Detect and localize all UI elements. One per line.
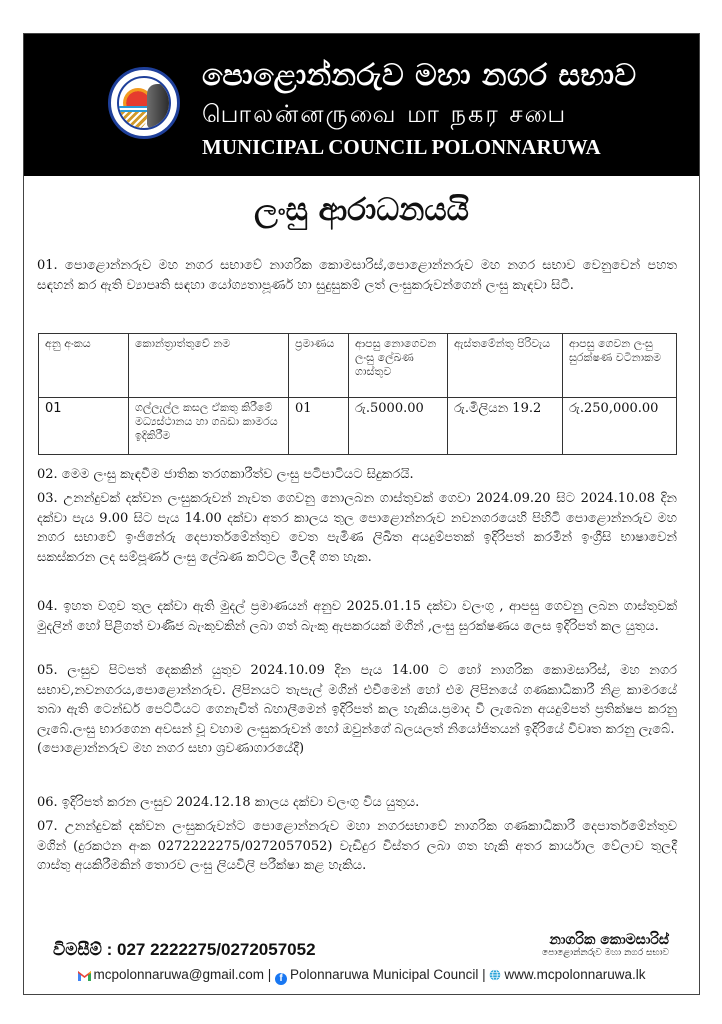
paragraph-05-venue-note: (පොළොන්නරුව මහ නගර සභා ශ්‍රවණාගාරයේදී) <box>37 741 305 756</box>
paragraph-05 <box>37 661 677 759</box>
cell-bid-doc-fee: රු.5000.00 <box>349 398 448 455</box>
cell-bid-security: රු.250,000.00 <box>563 398 677 455</box>
gmail-icon <box>78 970 91 981</box>
signature-block <box>542 932 669 958</box>
header-banner <box>24 34 699 176</box>
paragraph-06: 06. ඉදිරිපත් කරන ලංසුව 2024.12.18 කාලය දක්වා වලංගු විය යුතුය. <box>37 795 420 810</box>
col-bid-security: ආපසු ගෙවන ලංසු සුරක්ෂණ වටිනාකම <box>563 334 677 398</box>
tender-notice-page <box>23 33 700 995</box>
tender-table <box>38 333 677 455</box>
wheat-icon <box>121 112 147 130</box>
table-header-row <box>39 334 677 398</box>
paragraph-01: 01. පොළොන්නරුව මහ නගර සභාවේ නාගරික කොමසාරිස්,පොළොන්නරුව මහ නගර සභාව වෙනුවෙන් පහත සඳහන් කර ඇති ව්‍යාපෘති සඳහා යෝග්‍යතාපූර්ණ හා සුදුසුකම් ලත් ලංසුකරුවන්ගෙන් ලංසු කැඳවා සිටී. <box>37 258 677 293</box>
website-link[interactable]: www.mcpolonnaruwa.lk <box>504 967 646 982</box>
paragraph-04: 04. ඉහත වගුව තුල දක්වා ඇති මුදල් ප්‍රමාණයන් අනුව 2025.01.15 දක්වා වලංගු , ආපසු ගෙවනු ලබන ගාස්තුවක් මුදලින් හෝ පිළිගත් වාණිජ බැංකුවකින් ලබා ගත් බැංකු ඇපකරයක් මගින් ,ලංසු සුරක්ෂණය ලෙස ඉදිරිපත් කල යුතුය. <box>37 599 677 634</box>
col-contract-name: කොන්ත්‍රාත්තුවේ නම <box>129 334 289 398</box>
facebook-icon: f <box>275 973 287 985</box>
facebook-link[interactable]: Polonnaruwa Municipal Council <box>290 967 479 982</box>
signatory-title: නාගරික කොමසාරිස් <box>549 932 669 948</box>
separator: | <box>478 967 490 982</box>
paragraph-05-text: 05. ලංසුව පිටපත් දෙකකින් යුතුව 2024.10.09 දින පැය 14.00 ට හෝ නාගරික කොමසාරිස්, මහ නගර සභාව,නවනගරය,පොළොන්නරුව. ලිපිනයට තැපැල් මගින් එවීමෙන් හෝ එම ලිපිනයේ ගණකාධිකාරී නිළ කාමරයේ තබා ඇති ටෙන්ඩර් පෙට්ටියට ගෙනැවිත් බහාලීමෙන් ඉදිරිපත් කල හැකිය.ප්‍රමාද වී ලැබෙන අයදුම්පත් ප්‍රතික්ෂප කරනු ලැබේ.ලංසු භාරගෙන අවසන් වූ වහාම ලංසුකරුවන් හෝ ඔවුන්ගේ බලයලත් නියෝජිතයන් ඉදිරියේ විවෘත කරනු ලැබේ. <box>37 663 677 737</box>
footer-contacts <box>24 967 699 985</box>
table-row <box>39 398 677 455</box>
council-name-english: MUNICIPAL COUNCIL POLONNARUWA <box>202 135 601 159</box>
inquiry-phone: විමසීම් : 027 2222275/0272057052 <box>53 940 316 959</box>
col-quantity: ප්‍රමාණය <box>289 334 349 398</box>
paragraph-02: 02. මෙම ලංසු කැඳවීම ජාතික තරගකාරීත්ව ලංසු පටිපාටියට සිදුකරයි. <box>37 467 414 482</box>
signatory-org: පොළොන්නරුව මහා නගර සභාව <box>541 948 669 958</box>
notice-heading: ලංසු ආරාධනයයි <box>254 192 469 228</box>
paragraph-07: 07. උනන්දුවක් දක්වන ලංසුකරුවන්ට පොළොන්නරුව මහා නගරසභාවේ නාගරික ගණකාධිකාරී දෙපාර්තමේන්තුව මගින් (දුරකථන අංක 0272222275/0272057052) වැඩිදුර විස්තර ලබා ගත හැකි අතර කාර්යාල වේලාව තුලදී ගාස්තු අයකිරීමකින් තොරව ලංසු ලියවිලි පරීක්ෂා කළ හැකිය. <box>37 819 677 873</box>
council-logo-icon <box>108 67 180 139</box>
cell-quantity: 01 <box>289 398 349 455</box>
col-serial-no: අනු අංකය <box>39 334 129 398</box>
col-bid-doc-fee: ආපසු නොගෙවන ලංසු ලේඛණ ගාස්තුව <box>349 334 448 398</box>
col-estimated-cost: ඇස්තමේන්තු පිරිවැය <box>448 334 563 398</box>
separator: | <box>264 967 276 982</box>
email-link[interactable]: mcpolonnaruwa@gmail.com <box>93 967 265 982</box>
council-name-tamil: பொலன்னருவை மா நகர சபை <box>202 100 568 128</box>
statue-icon <box>147 84 169 128</box>
cell-contract-name: ගල්ලැල්ල කසල ඒකතු කිරීමේ මධ්‍යස්ථානය හා ගබඩා කාමරය ඉදිකිරීම <box>129 398 289 455</box>
cell-estimated-cost: රු.මිලියන 19.2 <box>448 398 563 455</box>
council-name-sinhala: පොළොන්නරුව මහා නගර සභාව <box>202 58 637 93</box>
cell-serial-no: 01 <box>39 398 129 455</box>
paragraph-03: 03. උනන්දුවක් දක්වන ලංසුකරුවන් නැවත ගෙවනු නොලබන ගාස්තුවක් ගෙවා 2024.09.20 සිට 2024.10.08 දින දක්වා පැය 9.00 සිට පැය 14.00 දක්වා අතර කාලය තුල පොළොන්නරුව නවනගරයෙහි පිහිටි පොළොන්නරුව මහ නගර සභාවේ ඉංජිනේරු දෙපාර්තමේන්තුව වෙත පැමිණ ලිඛිත අයදුම්පතක් ඉදිරිපත් කරමින් ඉංග්‍රීසි භාෂාවෙන් සකස්කරන ලද සම්පූර්ණ ලංසු ලේඛණ කට්ටල මිලදී ගත හැක. <box>37 491 677 565</box>
logo-ring <box>117 76 171 130</box>
globe-icon <box>489 969 501 981</box>
